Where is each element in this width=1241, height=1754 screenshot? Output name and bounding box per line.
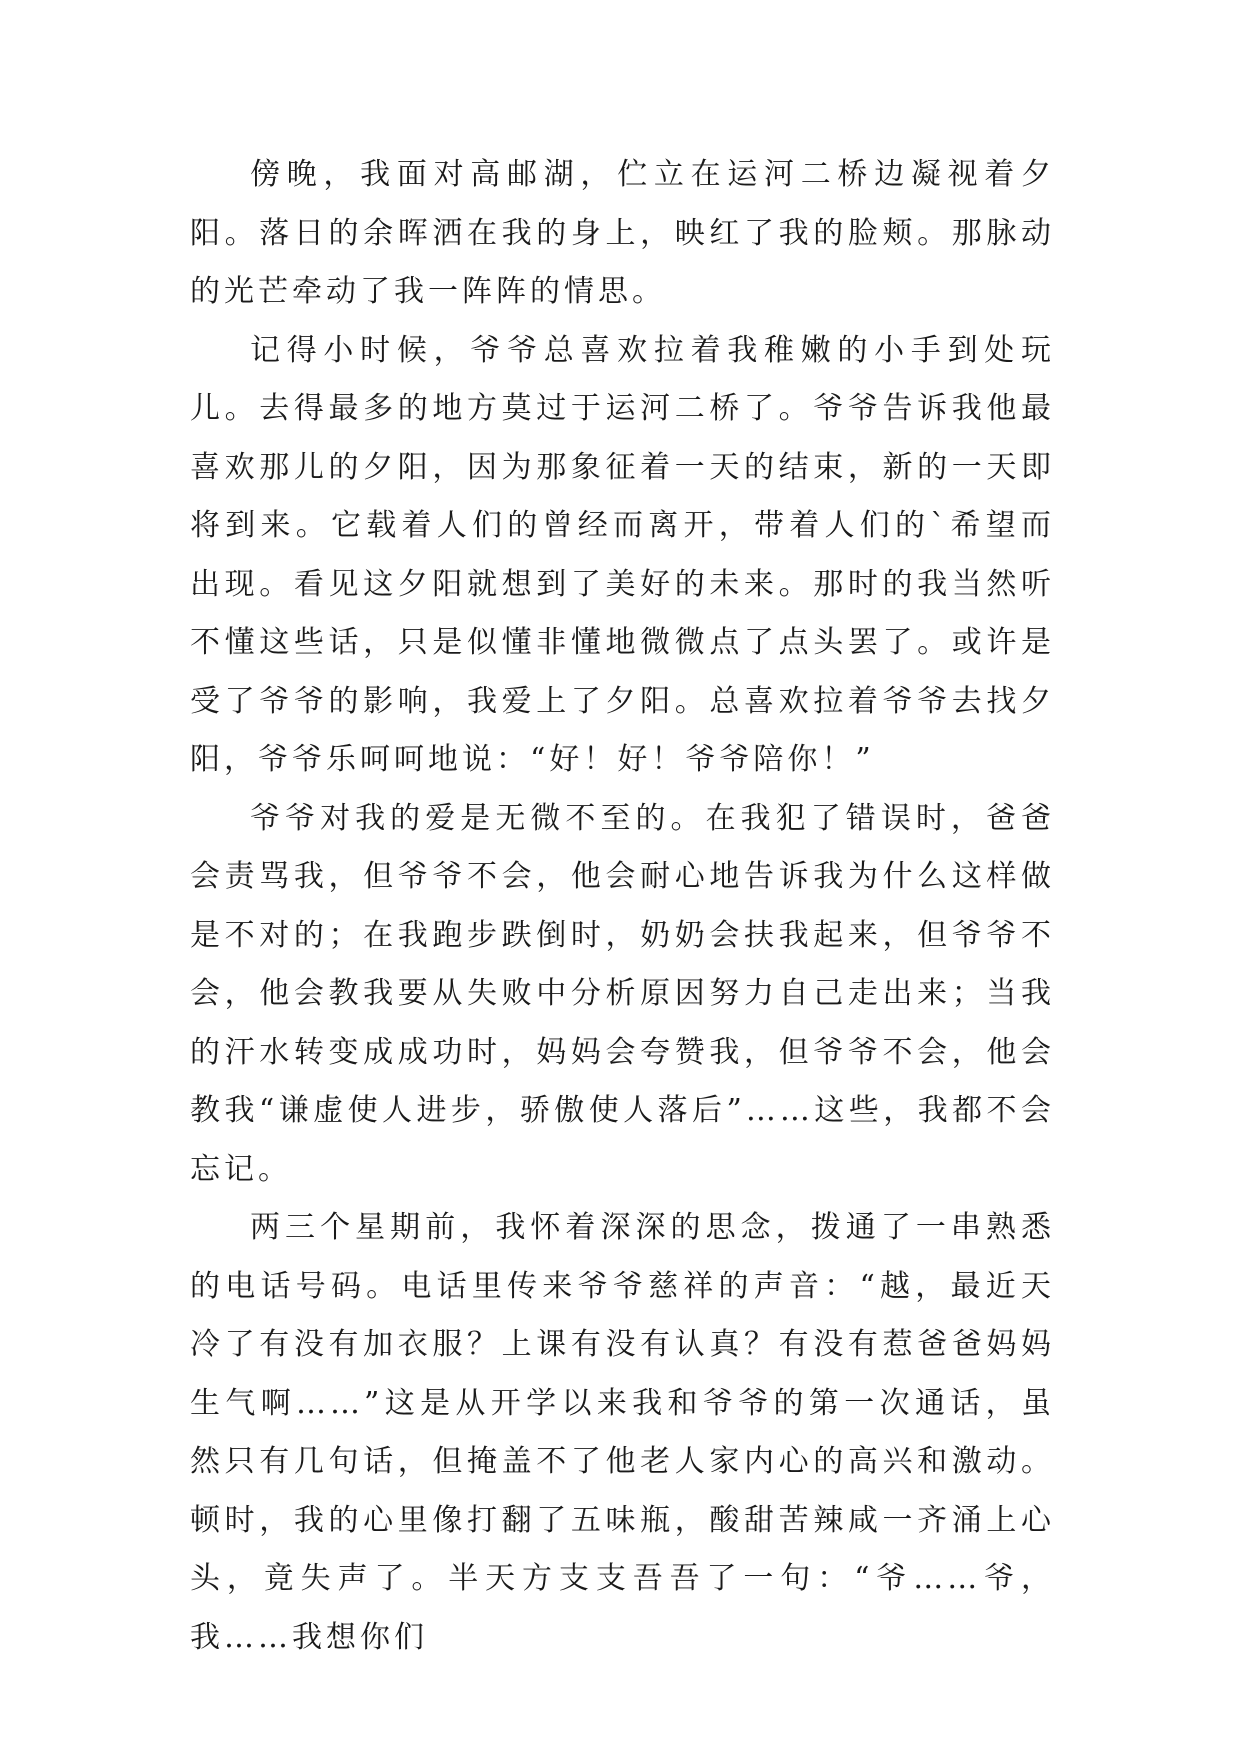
document-page <box>190 146 1055 1667</box>
paragraph-1: 傍晚，我面对高邮湖，伫立在运河二桥边凝视着夕阳。落日的余晖洒在我的身上，映红了我的脸颊。那脉动的光芒牵动了我一阵阵的情思。 <box>190 157 1055 309</box>
paragraph-4: 两三个星期前，我怀着深深的思念，拨通了一串熟悉的电话号码。电话里传来爷爷慈祥的声音：“越，最近天冷了有没有加衣服？上课有没有认真？有没有惹爸爸妈妈生气啊……”这是从开学以来我和爷爷的第一次通话，虽然只有几句话，但掩盖不了他老人家内心的高兴和激动。顿时，我的心里像打翻了五味瓶，酸甜苦辣咸一齐涌上心头，竟失声了。半天方支支吾吾了一句：“爷……爷，我……我想你们 <box>190 1210 1055 1655</box>
paragraph-3: 爷爷对我的爱是无微不至的。在我犯了错误时，爸爸会责骂我，但爷爷不会，他会耐心地告诉我为什么这样做是不对的；在我跑步跌倒时，奶奶会扶我起来，但爷爷不会，他会教我要从失败中分析原因努力自己走出来；当我的汗水转变成成功时，妈妈会夸赞我，但爷爷不会，他会教我“谦虚使人进步，骄傲使人落后”……这些，我都不会忘记。 <box>190 800 1055 1187</box>
paragraph-2: 记得小时候，爷爷总喜欢拉着我稚嫩的小手到处玩儿。去得最多的地方莫过于运河二桥了。爷爷告诉我他最喜欢那儿的夕阳，因为那象征着一天的结束，新的一天即将到来。它载着人们的曾经而离开，带着人们的`希望而出现。看见这夕阳就想到了美好的未来。那时的我当然听不懂这些话，只是似懂非懂地微微点了点头罢了。或许是受了爷爷的影响，我爱上了夕阳。总喜欢拉着爷爷去找夕阳，爷爷乐呵呵地说：“好！好！爷爷陪你！” <box>190 332 1055 777</box>
